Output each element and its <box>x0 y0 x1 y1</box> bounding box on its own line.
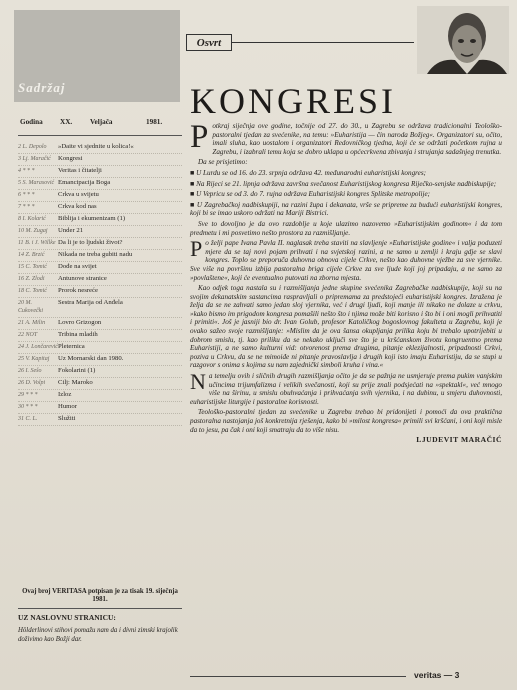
toc-author: S. Marasović <box>22 180 55 186</box>
toc-entry <box>18 286 182 298</box>
toc-title: Veritas i čitatelji <box>58 167 102 174</box>
toc-author: Z. Brzić <box>25 252 45 258</box>
toc-title: Pleternica <box>58 343 85 350</box>
toc-page: 2 <box>18 144 21 150</box>
toc-title: Služiti <box>58 415 76 422</box>
toc-author: A. Milin <box>25 320 46 326</box>
toc-title: Izloz <box>58 391 72 398</box>
toc-author: * * * <box>22 192 35 198</box>
toc-page-author <box>18 391 58 399</box>
article-author: LJUDEVIT MARAČIĆ <box>416 435 502 445</box>
toc-author: M. Cukovečki <box>18 300 43 314</box>
toc-page-author <box>18 179 58 187</box>
toc-page: 16 <box>18 276 24 282</box>
toc-author: D. Volpi <box>25 380 46 386</box>
toc-title: Nikada ne treba gubiti nadu <box>58 251 133 258</box>
paragraph-text: Da se prisjetimo: <box>198 158 248 167</box>
toc-author: I. Kolarić <box>22 216 46 222</box>
toc-author: Z. Zlodi <box>25 276 45 282</box>
paragraph-text: ■ Na Rijeci se 21. lipnja održava završna svečanost Euharistijskog kongresa Riječko-senjske nadbiskupije; <box>190 179 497 188</box>
footer-divider <box>190 676 406 677</box>
contents-title: Sadržaj <box>18 80 66 95</box>
toc-title: Sestra Marija od Anđela <box>58 299 123 306</box>
toc-author: * * * <box>25 392 38 398</box>
toc-title: Lovro Grizogon <box>58 319 102 326</box>
toc-page: 10 <box>18 228 24 234</box>
toc-page-author <box>18 215 58 223</box>
paragraph-text: ■ U Zagrebačkoj nadbiskupiji, na razini župa i dekanata, vrše se pripreme za budući euharistijski kongres, koji bi se imao uskoro održati na Mariji Bistrici. <box>190 200 502 218</box>
toc-author: NOT <box>25 332 38 338</box>
toc-author: C. Tomić <box>25 264 47 270</box>
toc-entry <box>18 318 182 330</box>
article-paragraph <box>190 369 502 406</box>
toc-page: 15 <box>18 264 24 270</box>
paragraph-text: Kao odjek toga nastala su i razmišljanja jedne skupine svećenika Zagrebačke nadbiskupije, koji su na svojim dekanatskim sastancima raspravljali o pripremama za predstojeći euharistijski kongres. Izražena je želja da se ne zahvati samo jedan sloj vjernika, već i drugi ljudi, koji manje ili nikako ne dolaze u crkvu, »kako bismo im prigodom kongresa pomašili nešto što i njima može biti korisno i što bi i oni mogli prihvatiti i primiti«. Još je jasniji bio dr. Ivan Golub, profesor Katoličkog bogoslovnog fakulteta u Zagrebu, koji je ovako sažeo svoje razmišljanje: »Mislim da je ova šansa okupljanja prilika koju bi trebalo upotrijebiti u dobrom smislu, tj. kao priliku da se nekako uključi sve što je u kršćanskom životu kongruentno prema Euharistiji, a ne samo kulturni vid: otvorenost prema drugima, pitanje eklezijalnosti, pripadnosti Crkvi, poziva u Crkvu, da se ne mimoiđe ni pitanje pravoslavlja i drugih koji isto imaju Euharistiju, da se stupi u razgovor s onima s kojima su nam zajednički simboli kruha i vina.« <box>190 284 502 370</box>
toc-page: 26 <box>18 368 24 374</box>
divider <box>18 608 182 609</box>
cover-heading: UZ NASLOVNU STRANICU: <box>18 613 116 622</box>
toc-author: C. Tomić <box>25 288 47 294</box>
toc-entry <box>18 202 182 214</box>
article-paragraph <box>190 284 502 370</box>
toc-page-author <box>18 403 58 411</box>
author-portrait-icon <box>417 6 509 74</box>
paragraph-text: ■ U Vepricu se od 3. do 7. rujna održava Euharistijski kongres Splitske metropolije; <box>190 190 430 199</box>
toc-page-author <box>18 143 58 151</box>
toc-entry <box>18 142 182 154</box>
toc-page-author <box>18 263 58 271</box>
toc-author: * * * <box>22 168 35 174</box>
article-paragraph <box>190 180 502 189</box>
toc-page-author <box>18 379 58 387</box>
toc-page: 26 <box>18 380 24 386</box>
toc-entry <box>18 238 182 250</box>
toc-page: 30 <box>18 404 24 410</box>
toc-author: Lj. Maračić <box>22 156 51 162</box>
paragraph-text: a temelju ovih i sličnih drugih razmišljanja očito je da se pažnja ne usmjeruje prema pukim vanjskim učincima trijumfalizma i velikih svečanosti, koji su prije znali podsjećati na »spektakl«, već mnogo više na širinu, u smislu obuhvaćanja i prihvaćanja svih vjernika, i na dubinu, u smjeru duhovnosti, euharistijske liturgije i pastoralne korisnosti. <box>190 372 502 406</box>
magazine-name: veritas <box>414 670 442 680</box>
toc-author: L. Depolo <box>22 144 47 150</box>
cover-text: Hölderlinovi stihovi pomažu nam da i divni zimski krajolik doživimo kao Božji dar. <box>18 627 178 643</box>
toc-entry <box>18 402 182 414</box>
toc-page: 7 <box>18 204 21 210</box>
toc-entry <box>18 378 182 390</box>
toc-title: Kongresi <box>58 155 83 162</box>
toc-title: Uz Mornarski dan 1980. <box>58 355 124 362</box>
toc-title: »Daite vi sjednite u kolica!« <box>58 143 134 150</box>
article-paragraph <box>190 190 502 199</box>
article-paragraph <box>190 408 502 434</box>
drop-cap: N <box>190 369 206 395</box>
toc-entry <box>18 298 182 318</box>
toc-author: B. i J. Willke <box>25 240 56 246</box>
toc-title: Cilj: Maroko <box>58 379 93 386</box>
toc-title: Dođe na svijet <box>58 263 97 270</box>
divider <box>232 42 414 43</box>
article-headline: KONGRESI <box>190 81 397 121</box>
paragraph-text: o želji pape Ivana Pavla II. naglasak treba staviti na slavljenje »Euharistijske godine« i valja poduzeti mjere da se taj novi pojam prihvati i na svjetskoj razini, a ne samo u zemlji i kraju gdje se slavi kongres. Toplo se preporuča duhovna obnova cijele Crkve, nešto kao duhovne vježbe za sve vjernike. Sve više na površinu izbija pastoralna briga cijele Crkve za sve ljude koji joj pripadaju, a ne samo za »povlaštene«, koji će eventualno putovati na zborna mjesta. <box>190 239 502 282</box>
toc-title: Prorok nesreće <box>58 287 98 294</box>
toc-title: Crkva u svijetu <box>58 191 99 198</box>
drop-cap: P <box>190 236 203 262</box>
toc-entry <box>18 262 182 274</box>
toc-author: I. Sešo <box>25 368 42 374</box>
toc-page: 11 <box>18 240 24 246</box>
page-footer: veritas — 3 <box>414 670 460 680</box>
article-body <box>190 119 502 445</box>
drop-cap: P <box>190 119 209 155</box>
article-paragraph <box>190 220 502 237</box>
toc-title: Crkva kod nas <box>58 203 97 210</box>
toc-entry <box>18 178 182 190</box>
toc-page-author <box>18 275 58 283</box>
toc-page-author <box>18 343 58 351</box>
toc-page: 25 <box>18 356 24 362</box>
toc-author: J. Lončarević <box>25 344 58 350</box>
toc-page: 6 <box>18 192 21 198</box>
toc-page: 4 <box>18 168 21 174</box>
year-label: 1981. <box>146 118 163 126</box>
toc-page: 24 <box>18 344 24 350</box>
column-label-box <box>186 34 232 51</box>
toc-page-author <box>18 415 58 423</box>
toc-author: * * * <box>25 404 38 410</box>
article-paragraph <box>190 158 502 167</box>
toc-page-author <box>18 319 58 327</box>
toc-page-author <box>18 355 58 363</box>
toc-entry <box>18 226 182 238</box>
toc-page: 21 <box>18 320 24 326</box>
toc-page: 29 <box>18 392 24 398</box>
paragraph-text: ■ U Lurdu se od 16. do 23. srpnja održava 42. međunarodni euharistijski kongres; <box>190 168 426 177</box>
paragraph-text: otkraj siječnja ove godine, točnije od 27. do 30., u Zagrebu se održava tradicionalni Teološko-pastoralni tjedan za svećenike, na temu: »Euharistija — čin naroda Božjeg«. Organizatori su, očito, imali sluha, kao uostalom i organizatori Redovničkog tjedna, koji će se održati početkom rujna u Zagrebu, i izabrali temu koja se dobro uklapa u općecrkvena zbivanja i strujanja sadašnjeg trenutka. <box>212 122 502 156</box>
toc-entry <box>18 414 182 426</box>
toc-page-author <box>18 167 58 175</box>
toc-title: Da li je to ljudski život? <box>58 239 123 246</box>
toc-page-author <box>18 203 58 211</box>
year-volume: XX. <box>60 118 73 126</box>
toc-entry <box>18 330 182 342</box>
toc-entry <box>18 342 182 354</box>
toc-entry <box>18 354 182 366</box>
toc-title: Biblija i ekumenizam (1) <box>58 215 126 222</box>
toc-page-author <box>18 191 58 199</box>
toc-page-author <box>18 287 58 295</box>
toc-title: Fokolarini (1) <box>58 367 96 374</box>
article-paragraph <box>190 119 502 156</box>
issue-info <box>20 118 180 126</box>
toc-entry <box>18 190 182 202</box>
month-label: Veljača <box>90 118 113 126</box>
toc-title: Emancipacija Boga <box>58 179 111 186</box>
toc-author: V. Kapitaj <box>25 356 50 362</box>
toc-title: Tribina mladih <box>58 331 98 338</box>
toc-page: 22 <box>18 332 24 338</box>
toc-page-author <box>18 227 58 235</box>
toc-page: 14 <box>18 252 24 258</box>
toc-entry <box>18 154 182 166</box>
toc-page-author <box>18 331 58 339</box>
article-paragraph <box>190 201 502 218</box>
toc-page: 5 <box>18 180 21 186</box>
toc-page: 18 <box>18 288 24 294</box>
column-label: Osvrt <box>196 36 222 49</box>
toc-title: Antunove stranice <box>58 275 107 282</box>
godina-label: Godina <box>20 118 43 126</box>
toc-page-author <box>18 239 58 247</box>
toc-author: M. Zugaj <box>25 228 48 234</box>
toc-entry <box>18 274 182 286</box>
toc-entry <box>18 390 182 402</box>
toc-page-author <box>18 367 58 375</box>
toc-page-author <box>18 251 58 259</box>
toc-page-author <box>18 155 58 163</box>
toc-page: 31 <box>18 416 24 422</box>
toc-entry <box>18 166 182 178</box>
toc-title: Humor <box>58 403 77 410</box>
toc-page-author <box>18 299 58 315</box>
article-paragraph <box>190 236 502 282</box>
paragraph-text: Teološko-pastoralni tjedan za svećenike u Zagrebu trebao bi pridonijeti i pomoći da ova praktična pastoralna nastojanja još konkretnija rješenja, kako bi »milost kongresa« primili svi kršćani, i oni koji misle da to jesu, pa čak i oni koji smatraju da to više nisu. <box>190 408 502 434</box>
toc-author: C. L. <box>25 416 38 422</box>
toc-page: 3 <box>18 156 21 162</box>
toc-page: 8 <box>18 216 21 222</box>
print-notice: Ovaj broj VERITASA potpisan je za tisak 19. siječnja 1981. <box>22 588 178 603</box>
divider <box>18 135 182 136</box>
table-of-contents <box>18 142 182 426</box>
toc-author: * * * <box>22 204 35 210</box>
toc-title: Under 21 <box>58 227 84 234</box>
page-number: 3 <box>454 670 460 680</box>
toc-page: 20 <box>18 300 24 306</box>
toc-entry <box>18 366 182 378</box>
toc-entry <box>18 250 182 262</box>
paragraph-text: Sve to dovoljno je da ovo razdoblje u koje ulazimo nazovemo »Euharistijskim godinom« i da tom predmetu i mi posvetimo nešto prostora za razmišljanje. <box>190 219 502 237</box>
toc-entry <box>18 214 182 226</box>
article-paragraph <box>190 169 502 178</box>
